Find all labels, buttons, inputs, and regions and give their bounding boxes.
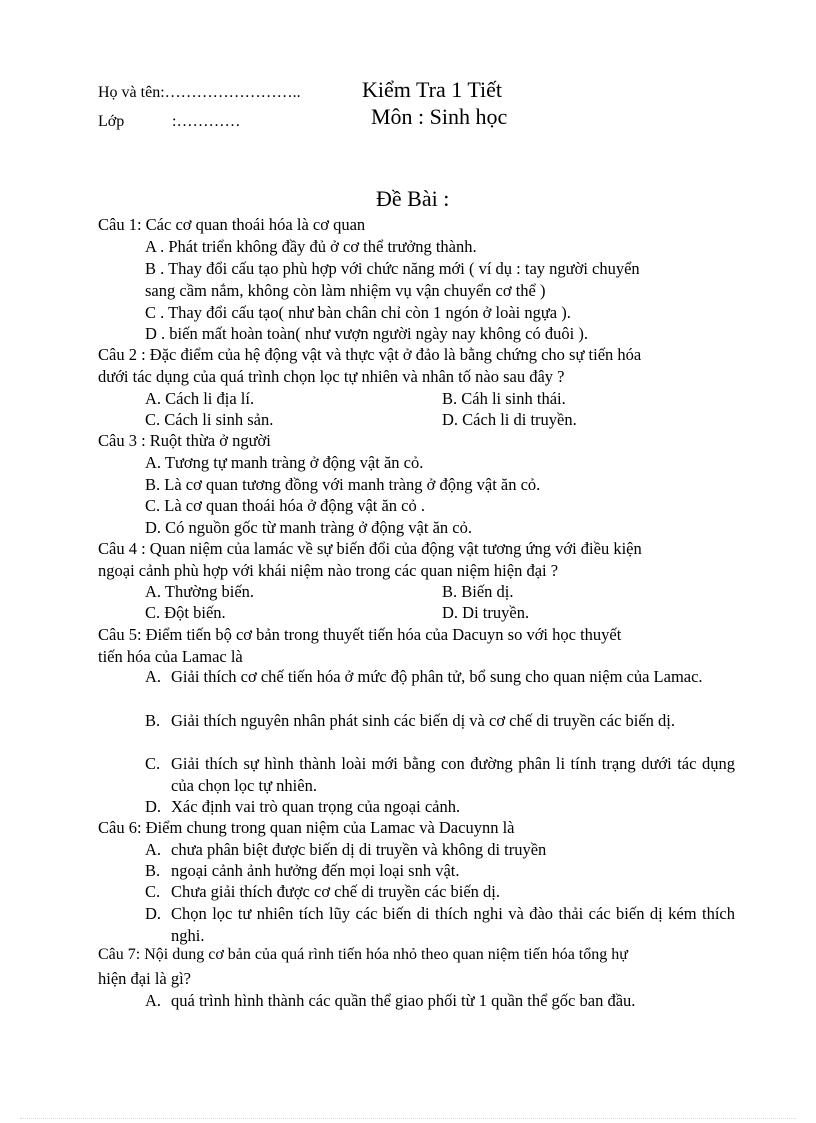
option-text: ngoại cảnh ảnh hưởng đến mọi loại snh vật. [171, 861, 460, 880]
question-6-option-d [145, 903, 735, 946]
question-2-option-b: B. Cáh li sinh thái. [442, 389, 566, 408]
page-bottom-divider [20, 1118, 796, 1119]
question-3-option-a: A. Tương tự manh tràng ở động vật ăn cỏ. [145, 453, 424, 472]
option-letter: A. [145, 991, 162, 1010]
option-text: quá trình hình thành các quần thể giao phối từ 1 quần thể gốc ban đầu. [171, 991, 636, 1010]
question-5-option-b [145, 710, 735, 732]
question-3-option-c: C. Là cơ quan thoái hóa ở động vật ăn cỏ . [145, 496, 426, 515]
class-field-label: Lớp [98, 113, 125, 130]
class-field-dots: :………… [172, 113, 241, 130]
option-text: chưa phân biệt được biến dị di truyền và không di truyền [171, 840, 547, 859]
question-1-option-b-line1: B . Thay đổi cấu tạo phù hợp với chức năng mới ( ví dụ : tay người chuyển [145, 259, 640, 278]
question-2-stem-line2: dưới tác dụng của quá trình chọn lọc tự nhiên và nhân tố nào sau đây ? [98, 367, 565, 386]
question-4-option-c: C. Đột biến. [145, 603, 226, 622]
question-6-option-a [145, 839, 735, 861]
question-7-option-a [145, 990, 735, 1012]
question-5-stem-line2: tiến hóa của Lamac là [98, 647, 243, 666]
question-1-option-a: A . Phát triển không đầy đủ ở cơ thể trưởng thành. [145, 237, 477, 256]
question-5-option-c [145, 753, 735, 796]
option-letter: C. [145, 882, 161, 901]
question-6-stem: Câu 6: Điểm chung trong quan niệm của Lamac và Dacuynn là [98, 818, 515, 837]
question-4-stem-line1: Câu 4 : Quan niệm của lamác về sự biến đổi của động vật tương ứng với điều kiện [98, 539, 642, 558]
option-letter: D. [145, 904, 162, 923]
option-text: Xác định vai trò quan trọng của ngoại cảnh. [171, 797, 461, 816]
option-letter: A. [145, 840, 162, 859]
question-2-option-d: D. Cách li di truyền. [442, 410, 577, 429]
question-7-stem-line1: Câu 7: Nội dung cơ bản của quá rình tiến hóa nhỏ theo quan niệm tiến hóa tổng hự [98, 946, 628, 963]
question-3-stem: Câu 3 : Ruột thừa ở người [98, 431, 271, 450]
question-2-option-a: A. Cách li địa lí. [145, 389, 255, 408]
question-2-stem-line1: Câu 2 : Đặc điểm của hệ động vật và thực vật ở đảo là bằng chứng cho sự tiến hóa [98, 345, 642, 364]
question-3-option-d: D. Có nguồn gốc từ manh tràng ở động vật ăn cỏ. [145, 518, 472, 537]
option-letter: B. [145, 711, 161, 730]
option-letter: D. [145, 797, 162, 816]
option-text: Chưa giải thích được cơ chế di truyền các biến dị. [171, 882, 501, 901]
question-3-option-b: B. Là cơ quan tương đồng với manh tràng ở động vật ăn cỏ. [145, 475, 541, 494]
question-4-stem-line2: ngoại cảnh phù hợp với khái niệm nào trong các quan niệm hiện đại ? [98, 561, 559, 580]
option-letter: C. [145, 754, 161, 773]
subject-title: Môn : Sinh học [371, 104, 508, 129]
question-5-stem-line1: Câu 5: Điểm tiến bộ cơ bản trong thuyết tiến hóa của Dacuyn so với học thuyết [98, 625, 622, 644]
option-letter: B. [145, 861, 161, 880]
option-letter: A. [145, 667, 162, 686]
question-1-option-b-line2: sang cầm nắm, không còn làm nhiệm vụ vận chuyển cơ thể ) [145, 281, 546, 300]
option-text: Chọn lọc tư nhiên tích lũy các biến di thích nghi và đào thải các biến dị kém thích nghi. [171, 904, 735, 945]
question-2-option-c: C. Cách li sinh sản. [145, 410, 274, 429]
question-6-option-b [145, 860, 735, 882]
question-5-option-d [145, 796, 735, 818]
question-4-option-d: D. Di truyền. [442, 603, 530, 622]
question-1-option-d: D . biến mất hoàn toàn( như vượn người ngày nay không có đuôi ). [145, 324, 588, 343]
question-6-option-c [145, 881, 735, 903]
question-1-option-c: C . Thay đổi cấu tạo( như bàn chân chỉ còn 1 ngón ở loài ngựa ). [145, 303, 571, 322]
question-5-option-a [145, 666, 735, 688]
option-text: Giải thích sự hình thành loài mới bằng con đường phân li tính trạng dưới tác dụng của chọn lọc tự nhiên. [171, 754, 735, 795]
option-text: Giải thích cơ chế tiến hóa ở mức độ phân tử, bổ sung cho quan niệm của Lamac. [171, 667, 703, 686]
section-title: Đề Bài : [376, 186, 450, 211]
exam-title: Kiểm Tra 1 Tiết [362, 77, 502, 102]
option-text: Giải thích nguyên nhân phát sinh các biến dị và cơ chế di truyền các biến dị. [171, 711, 676, 730]
question-4-option-a: A. Thường biến. [145, 582, 255, 601]
name-field-label: Họ và tên:…………………….. [98, 84, 301, 101]
question-7-stem-line2: hiện đại là gì? [98, 969, 192, 988]
question-1-stem: Câu 1: Các cơ quan thoái hóa là cơ quan [98, 215, 366, 234]
question-4-option-b: B. Biến dị. [442, 582, 514, 601]
